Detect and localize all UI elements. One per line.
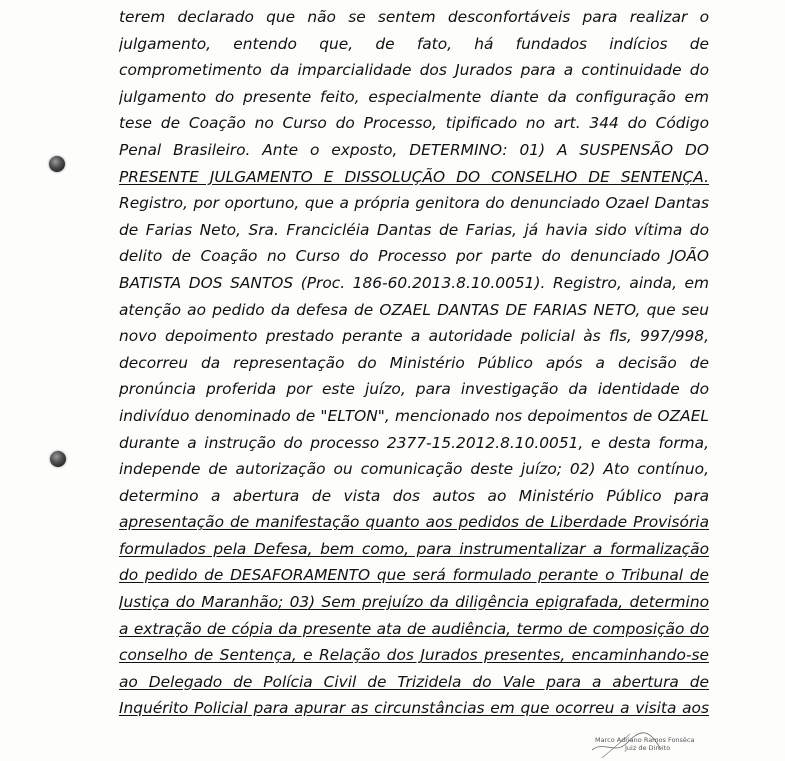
text-line: independe de autorização ou comunicação deste juízo; 02) Ato contínuo,	[119, 460, 709, 479]
text-line-underlined: ao Delegado de Polícia Civil de Trizidela do Vale para a abertura de	[119, 672, 709, 691]
text-line: julgamento, entendo que, de fato, há fundados indícios de	[119, 34, 709, 53]
stamp-role: Juiz de Direito	[625, 744, 671, 752]
text-line: atenção ao pedido da defesa de OZAEL DANTAS DE FARIAS NETO, que seu	[119, 300, 709, 319]
document-body	[119, 0, 709, 722]
text-line: comprometimento da imparcialidade dos Jurados para a continuidade do	[119, 61, 709, 80]
punch-hole-bottom	[50, 451, 66, 467]
text-line: indivíduo denominado de "ELTON", mencionado nos depoimentos de OZAEL	[119, 406, 709, 425]
text-line: de Farias Neto, Sra. Francicléia Dantas de Farias, já havia sido vítima do	[119, 220, 709, 239]
text-line: Penal Brasileiro. Ante o exposto, DETERMINO: 01) A SUSPENSÃO DO	[119, 140, 709, 159]
text-line: BATISTA DOS SANTOS (Proc. 186-60.2013.8.10.0051). Registro, ainda, em	[119, 273, 709, 292]
text-line: durante a instrução do processo 2377-15.2012.8.10.0051, e desta forma,	[119, 433, 709, 452]
stamp-name: Marco Adriano Ramos Fonsêca	[595, 736, 695, 744]
text-line: Registro, por oportuno, que a própria genitora do denunciado Ozael Dantas	[119, 194, 709, 213]
text-line-underlined: Inquérito Policial para apurar as circunstâncias em que ocorreu a visita aos	[119, 699, 709, 718]
text-line-underlined: formulados pela Defesa, bem como, para instrumentalizar a formalização	[119, 539, 709, 558]
signature-stamp	[590, 720, 740, 760]
text-line: novo depoimento prestado perante a autoridade policial às fls, 997/998,	[119, 327, 709, 346]
text-line-underlined: PRESENTE JULGAMENTO E DISSOLUÇÃO DO CONSELHO DE SENTENÇA.	[119, 167, 709, 186]
text-line-underlined: do pedido de DESAFORAMENTO que será formulado perante o Tribunal de	[119, 566, 709, 585]
text-line: delito de Coação no Curso do Processo por parte do denunciado JOÃO	[119, 247, 709, 266]
text-line: determino a abertura de vista dos autos ao Ministério Público para	[119, 486, 709, 505]
punch-hole-top	[49, 156, 65, 172]
text-line-underlined: conselho de Sentença, e Relação dos Jurados presentes, encaminhando-se	[119, 646, 709, 665]
text-line: tese de Coação no Curso do Processo, tipificado no art. 344 do Código	[119, 114, 709, 133]
text-line: decorreu da representação do Ministério Público após a decisão de	[119, 353, 709, 372]
text-line-underlined: Justiça do Maranhão; 03) Sem prejuízo da diligência epigrafada, determino	[119, 593, 709, 612]
text-line: julgamento do presente feito, especialmente diante da configuração em	[119, 87, 709, 106]
text-line-underlined: apresentação de manifestação quanto aos pedidos de Liberdade Provisória	[119, 513, 709, 532]
text-line: terem declarado que não se sentem desconfortáveis para realizar o	[119, 8, 709, 26]
text-line: pronúncia proferida por este juízo, para investigação da identidade do	[119, 380, 709, 399]
text-line-underlined: a extração de cópia da presente ata de audiência, termo de composição do	[119, 619, 709, 638]
